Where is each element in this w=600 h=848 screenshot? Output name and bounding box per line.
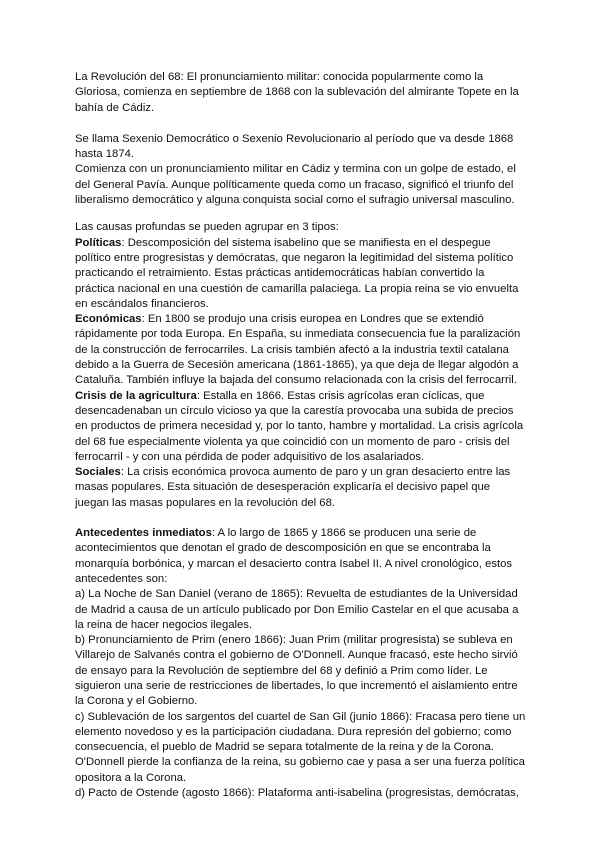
antecedentes-text: : A lo largo de 1865 y 1866 se producen una serie de acontecimientos que denotan el grado de descomposición en que se encontraba la monarquía borbónica, y marcan el desacierto contra Isabel II. A nivel cronológico, estos antecedentes son:	[75, 527, 513, 585]
intro-paragraph-3: Comienza con un pronunciamiento militar en Cádiz y termina con un golpe de estado, el del General Pavía. Aunque políticamente queda como un fracaso, significó el triunfo del liberalismo democrático y alguna conquista social como el sufragio universal masculino.	[75, 163, 516, 207]
cause-politicas-text: : Descomposición del sistema isabelino que se manifiesta en el despegue político entre progresistas y demócratas, que negaron la legitimidad del sistema político practicando el retraimiento. Estas prácticas antidemocráticas habían convertido la práctica nacional en una cuestión de camarilla palaciega. La propia reina se vio envuelta en escándalos financieros.	[75, 236, 519, 310]
causes-intro: Las causas profundas se pueden agrupar en 3 tipos:	[75, 221, 339, 234]
antecedentes-paragraph	[75, 526, 526, 587]
cause-sociales-label: Sociales	[75, 466, 121, 479]
intro-paragraph-2: Se llama Sexenio Democrático o Sexenio Revolucionario al período que va desde 1868 hasta 1874.	[75, 132, 514, 161]
antecedente-item-c: c) Sublevación de los sargentos del cuartel de San Gil (junio 1866): Fracasa pero tiene un elemento novedoso y es la participación ciudadana. Dura represión del gobierno; como consecuencia, el pueblo de Madrid se separa totalmente de la reina y de la Corona. O'Donnell pierde la confianza de la reina, su gobierno cae y pasa a ser una fuerza política opositora a la Corona.	[75, 710, 526, 784]
antecedente-item-b: b) Pronunciamiento de Prim (enero 1866): Juan Prim (militar progresista) se subleva en Villarejo de Salvanés contra el gobierno de O'Donnell. Aunque fracasó, este hecho sirvió de ensayo para la Revolución de septiembre del 68 y definió a Prim como líder. Le siguieron una serie de restricciones de libertades, lo que incrementó el aislamiento entre la Corona y el Gobierno.	[75, 634, 518, 708]
cause-economicas-label: Económicas	[75, 313, 142, 326]
cause-sociales	[75, 465, 526, 511]
cause-sociales-text: : La crisis económica provoca aumento de paro y un gran desacierto entre las masas populares. Esta situación de desesperación explicaría el decisivo papel que juegan las masas populares en la revolución del 68.	[75, 466, 511, 509]
cause-agricultura	[75, 389, 526, 465]
cause-politicas-label: Políticas	[75, 236, 122, 249]
antecedente-item-d: d) Pacto de Ostende (agosto 1866): Plataforma anti-isabelina (progresistas, demócratas,	[75, 787, 519, 800]
intro-paragraph-1: La Revolución del 68: El pronunciamiento militar: conocida popularmente como la Gloriosa, comienza en septiembre de 1868 con la sublevación del almirante Topete en la bahía de Cádiz.	[75, 71, 519, 114]
antecedente-item-a: a) La Noche de San Daniel (verano de 1865): Revuelta de estudiantes de la Universidad de Madrid a causa de un artículo publicado por Don Emilio Castelar en el que acusaba a la reina de hacer negocios ilegales.	[75, 588, 519, 631]
antecedentes-label: Antecedentes inmediatos	[75, 527, 212, 540]
cause-politicas	[75, 236, 526, 312]
cause-agricultura-label: Crisis de la agricultura	[75, 389, 197, 402]
cause-economicas-text: : En 1800 se produjo una crisis europea en Londres que se extendió rápidamente por toda Europa. En España, su inmediata consecuencia fue la paralización de la construcción de ferrocarriles. La crisis también afectó a la industria textil catalana debido a la Guerra de Secesión americana (1861-1865), ya que deja de llegar algodón a Cataluña. También influye la bajada del consumo relacionada con la crisis del ferrocarril.	[75, 313, 521, 387]
cause-agricultura-text: : Estalla en 1866. Estas crisis agrícolas eran cíclicas, que desencadenaban un círculo vicioso ya que la carestía provocaba una subida de precios en productos de primera necesidad y, por lo tanto, hambre y mortalidad. La crisis agrícola del 68 fue especialmente violenta ya que coincidió con un momento de paro - crisis del ferrocarril - y con una pérdida de poder adquisitivo de los asalariados.	[75, 389, 524, 463]
cause-economicas	[75, 312, 526, 388]
